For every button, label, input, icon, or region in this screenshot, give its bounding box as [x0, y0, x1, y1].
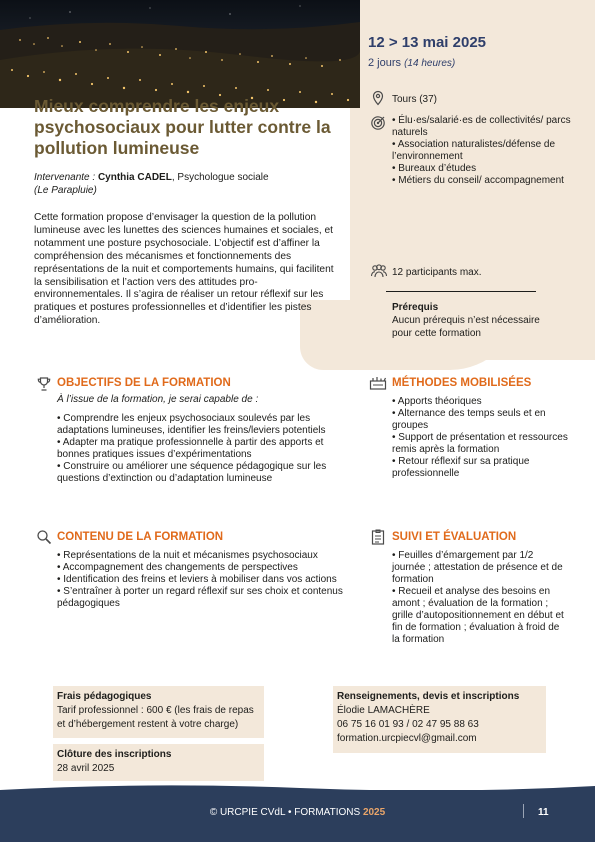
list-item: • Bureaux d’études	[392, 163, 572, 175]
contact-email[interactable]: formation.urcpiecvl@gmail.com	[337, 733, 477, 744]
hero-night-city-image	[0, 0, 360, 108]
footer-org: © URCPIE CVdL • FORMATIONS	[209, 807, 363, 818]
frais-title: Frais pédagogiques	[57, 691, 152, 702]
frais-box	[53, 686, 264, 738]
suivi-title: SUIVI ET ÉVALUATION	[392, 531, 517, 543]
list-item: • Représentations de la nuit et mécanismes psychosociaux	[57, 550, 347, 562]
speaker-line	[34, 172, 334, 197]
cloture-box	[53, 744, 264, 781]
participants-group-icon	[370, 263, 386, 279]
speaker-name: Cynthia CADEL	[97, 172, 172, 183]
list-item: • Identification des freins et leviers à mobiliser dans vos actions	[57, 574, 347, 586]
list-item: • Support de présentation et ressources remis après la formation	[392, 432, 572, 456]
list-item: • S’entraîner à porter un regard réflexif sur ses choix et contenus pédagogiques	[57, 586, 347, 610]
session-duration	[368, 57, 455, 69]
list-item: • Alternance des temps seuls et en groupes	[392, 408, 572, 432]
methods-board-icon	[369, 375, 385, 391]
contenu-title: CONTENU DE LA FORMATION	[57, 531, 224, 543]
speaker-label: Intervenante :	[34, 172, 98, 183]
objectifs-subtitle: À l’issue de la formation, je serai capable de :	[57, 394, 259, 405]
list-item: • Retour réflexif sur sa pratique professionnelle	[392, 456, 572, 480]
objectifs-list	[57, 413, 347, 485]
footer-label	[0, 807, 595, 818]
prereq-title: Prérequis	[392, 302, 439, 313]
list-item: • Métiers du conseil/ accompagnement	[392, 175, 572, 187]
list-item: • Comprendre les enjeux psychosociaux soulevés par les adaptations lumineuses, identifier les freins/leviers potentiels	[57, 413, 347, 437]
speaker-role: , Psychologue sociale	[171, 172, 269, 183]
prereq-text: Aucun prérequis n’est nécessaire pour cette formation	[392, 315, 540, 339]
contact-phone[interactable]: 06 75 16 01 93 / 02 47 95 88 63	[337, 719, 479, 730]
list-item: • Accompagnement des changements de perspectives	[57, 562, 347, 574]
magnifier-icon	[36, 529, 52, 545]
methodes-title: MÉTHODES MOBILISÉES	[392, 377, 532, 389]
frais-text: Tarif professionnel : 600 € (les frais de repas et d’hébergement restent à votre charge)	[57, 705, 254, 730]
cloture-date: 28 avril 2025	[57, 763, 115, 774]
contact-box	[333, 686, 546, 753]
participants-text: 12 participants max.	[392, 267, 482, 278]
cloture-title: Clôture des inscriptions	[57, 749, 172, 760]
audience-list	[392, 115, 572, 187]
suivi-list	[392, 550, 564, 646]
intro-paragraph: Cette formation propose d’envisager la question de la pollution lumineuse avec les lunettes des sciences humaines et sociales, et notamment une posture psychosociale. L’objectif est d’affiner la compréhension des mécanismes et fonctionnements des représentations de la nuit et comportements humains, qui facilitent la sensibilisation et l’action vers des attitudes pro-environnementales. Il s’agira de réaliser un retour réflexif sur les pratiques et postures professionnelles et d’identifier les pistes d’amélioration.	[34, 212, 334, 327]
contact-name: Élodie LAMACHÈRE	[337, 705, 430, 716]
divider	[386, 291, 536, 292]
session-date: 12 > 13 mai 2025	[368, 34, 487, 51]
list-item: • Recueil et analyse des besoins en amont ; évaluation de la formation ; grille d’autopositionnement en début et fin de formation ; évaluation à froid de la formation	[392, 586, 564, 646]
city-lights-illustration	[0, 0, 360, 108]
methodes-list	[392, 396, 572, 480]
contact-title: Renseignements, devis et inscriptions	[337, 691, 520, 702]
location-text: Tours (37)	[392, 94, 438, 105]
footer-wave	[0, 778, 595, 798]
trophy-icon	[36, 376, 52, 392]
duration-days: 2 jours	[368, 57, 402, 69]
contenu-list	[57, 550, 347, 610]
checklist-icon	[370, 529, 386, 545]
footer-divider	[523, 804, 524, 818]
list-item: • Feuilles d’émargement par 1/2 journée ; attestation de présence et de formation	[392, 550, 564, 586]
list-item: • Élu·es/salarié·es de collectivités/ parcs naturels	[392, 115, 572, 139]
objectifs-title: OBJECTIFS DE LA FORMATION	[57, 377, 231, 389]
list-item: • Adapter ma pratique professionnelle à partir des apports et bonnes pratiques issues d’expérimentations	[57, 437, 347, 461]
page-title: Mieux comprendre les enjeux psychosociaux pour lutter contre la pollution lumineuse	[34, 96, 331, 158]
duration-hours: (14 heures)	[404, 58, 456, 69]
speaker-org: (Le Parapluie)	[34, 184, 97, 196]
list-item: • Association naturalistes/défense de l’environnement	[392, 139, 572, 163]
list-item: • Construire ou améliorer une séquence pédagogique sur les questions d’extinction ou d’adaptation lumineuse	[57, 461, 347, 485]
location-pin-icon	[370, 90, 386, 106]
page-number: 11	[538, 807, 549, 818]
footer-year: 2025	[362, 807, 386, 818]
list-item: • Apports théoriques	[392, 396, 572, 408]
target-audience-icon	[370, 115, 386, 131]
